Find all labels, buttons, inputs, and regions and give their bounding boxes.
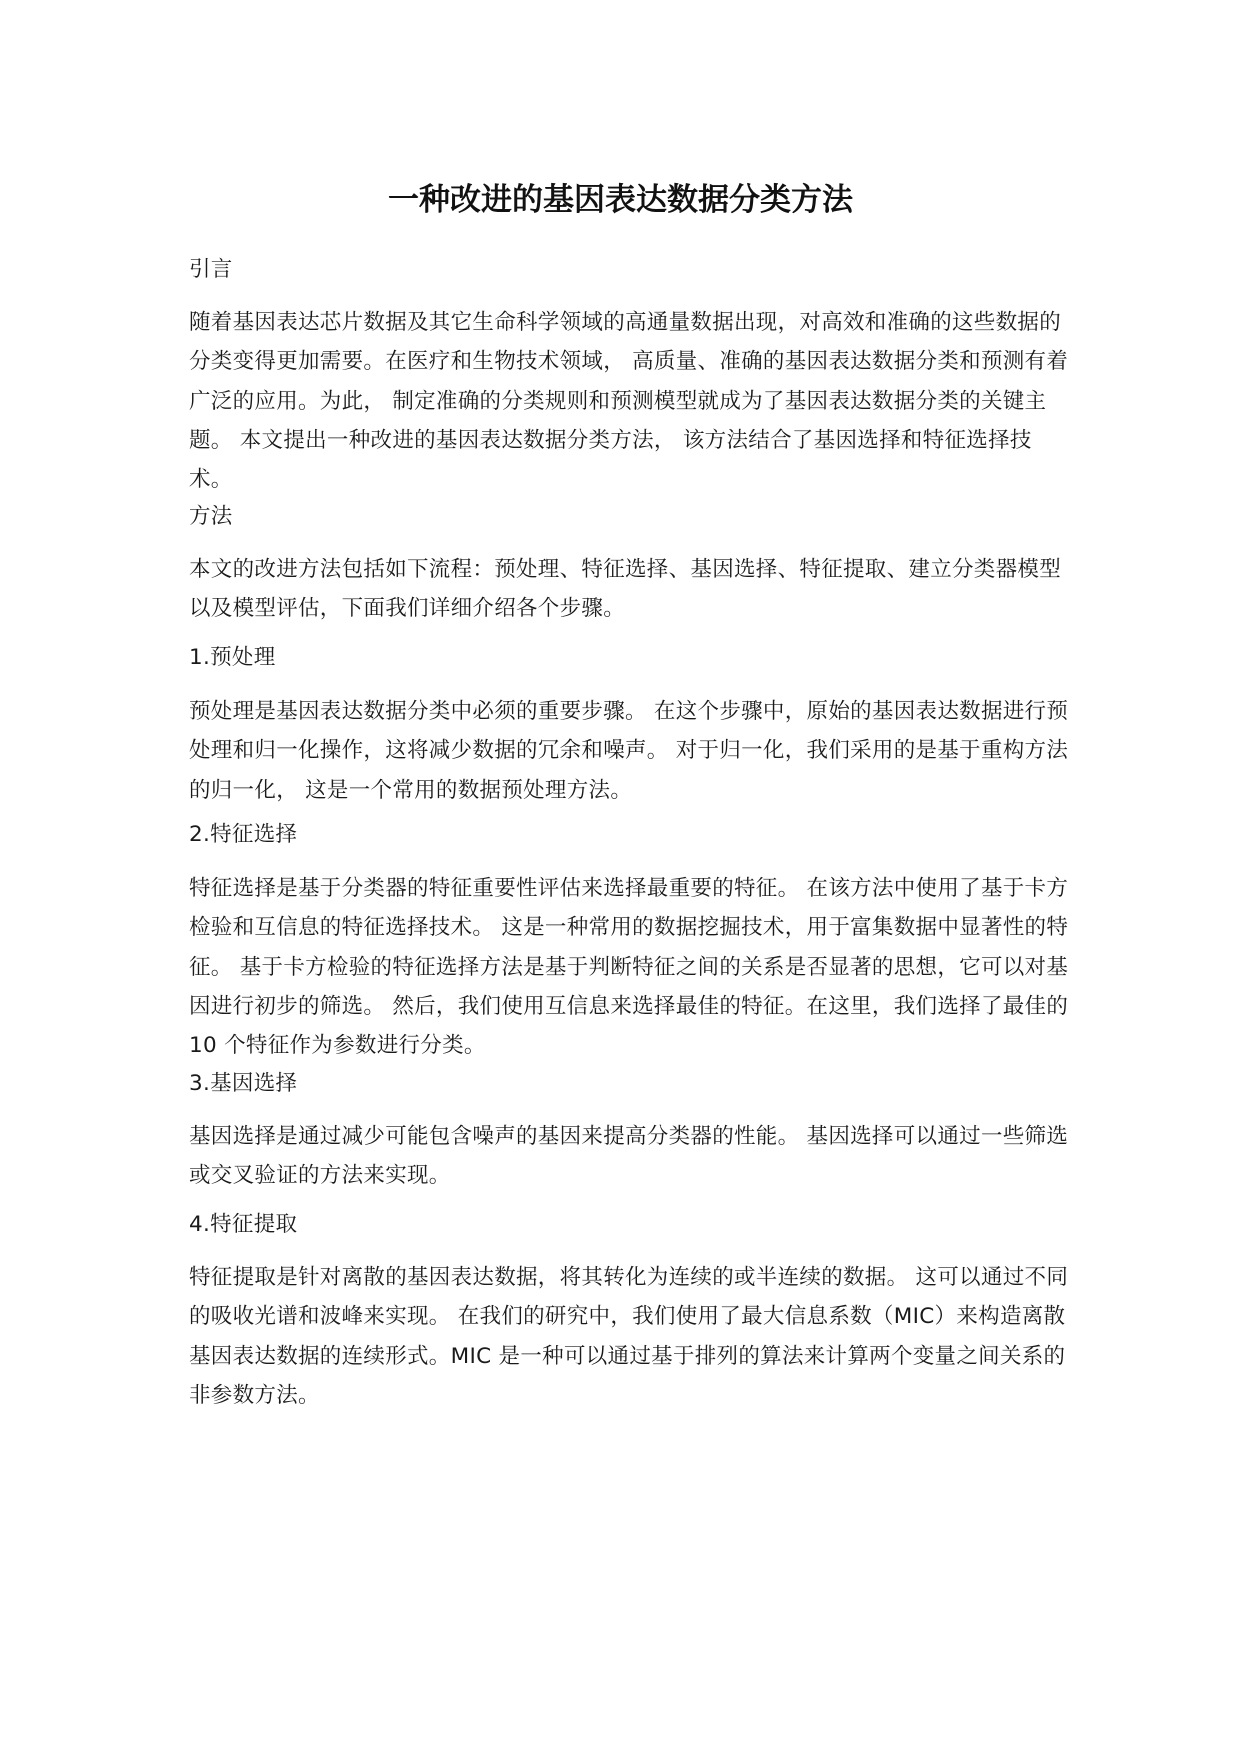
section-heading-preprocessing: 1.预处理 (189, 645, 276, 670)
document-title: 一种改进的基因表达数据分类方法 (388, 182, 853, 218)
section-heading-gene-selection: 3.基因选择 (189, 1071, 298, 1096)
paragraph-method: 本文的改进方法包括如下流程：预处理、特征选择、基因选择、特征提取、建立分类器模型以及模型评估，下面我们详细介绍各个步骤。 (189, 557, 1062, 622)
section-heading-feature-extraction: 4.特征提取 (189, 1212, 298, 1237)
section-heading-introduction: 引言 (189, 257, 233, 282)
paragraph-feature-selection: 特征选择是基于分类器的特征重要性评估来选择最重要的特征。 在该方法中使用了基于卡方检验和互信息的特征选择技术。 这是一种常用的数据挖掘技术，用于富集数据中显著性的特征。 基于卡方检验的特征选择方法是基于判断特征之间的关系是否显著的思想，它可以对基因进行初步的筛选。 然后，我们使用互信息来选择最佳的特征。在这里，我们选择了最佳的 10 个特征作为参数进行分类。 (189, 876, 1069, 1059)
paragraph-feature-extraction: 特征提取是针对离散的基因表达数据，将其转化为连续的或半连续的数据。 这可以通过不同的吸收光谱和波峰来实现。 在我们的研究中，我们使用了最大信息系数（MIC）来构造离散基因表达数据的连续形式。MIC 是一种可以通过基于排列的算法来计算两个变量之间关系的非参数方法。 (189, 1265, 1069, 1408)
section-heading-feature-selection: 2.特征选择 (189, 822, 298, 847)
paragraph-gene-selection: 基因选择是通过减少可能包含噪声的基因来提高分类器的性能。 基因选择可以通过一些筛选或交叉验证的方法来实现。 (189, 1124, 1069, 1189)
paragraph-preprocessing: 预处理是基因表达数据分类中必须的重要步骤。 在这个步骤中，原始的基因表达数据进行预处理和归一化操作，这将减少数据的冗余和噪声。 对于归一化，我们采用的是基于重构方法的归一化， 这是一个常用的数据预处理方法。 (189, 699, 1069, 803)
paragraph-introduction: 随着基因表达芯片数据及其它生命科学领域的高通量数据出现，对高效和准确的这些数据的分类变得更加需要。在医疗和生物技术领域， 高质量、准确的基因表达数据分类和预测有着广泛的应用。为此， 制定准确的分类规则和预测模型就成为了基因表达数据分类的关键主题。 本文提出一种改进的基因表达数据分类方法， 该方法结合了基因选择和特征选择技术。 (189, 310, 1069, 493)
section-heading-method: 方法 (189, 504, 233, 529)
